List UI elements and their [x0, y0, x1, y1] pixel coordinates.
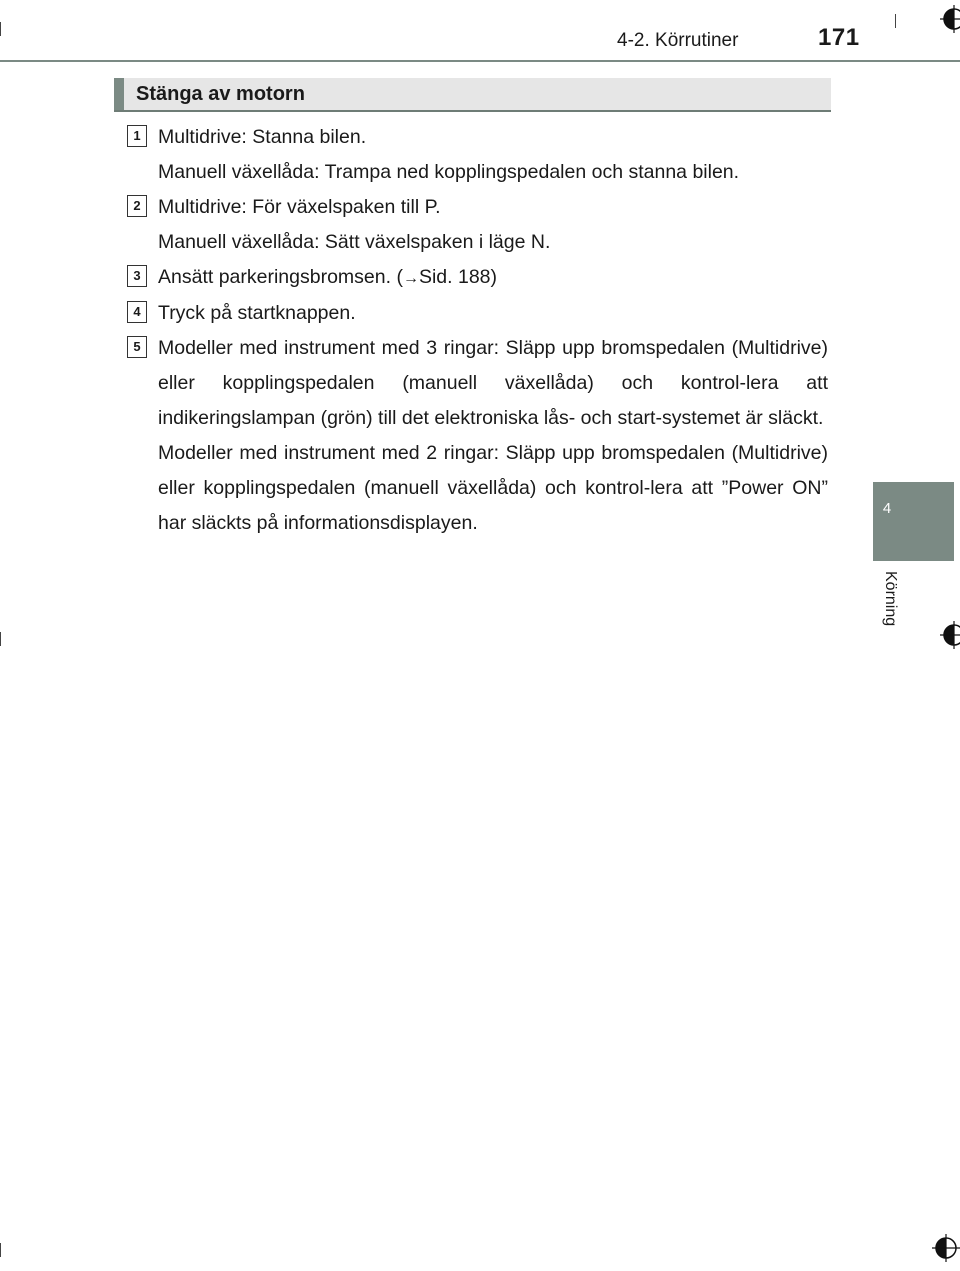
page-reference-link[interactable]: Sid. 188)	[418, 266, 498, 288]
section-heading-marker	[114, 78, 124, 110]
step-text: Multidrive: För växelspaken till P.	[158, 196, 441, 218]
step-text-before: Ansätt parkeringsbromsen. (	[158, 266, 403, 288]
step-item	[124, 120, 828, 190]
chapter-tab	[873, 482, 954, 561]
running-header: 4-2. Körrutiner	[617, 30, 739, 51]
section-heading	[114, 78, 831, 112]
step-item	[124, 260, 828, 296]
step-number-badge: 2	[127, 195, 147, 217]
crop-mark	[0, 1243, 1, 1257]
step-text	[158, 260, 828, 296]
step-item	[124, 331, 828, 541]
step-text: Manuell växellåda: Sätt växelspaken i läge N.	[158, 231, 551, 253]
crop-mark	[0, 22, 1, 36]
arrow-right-icon: →	[402, 270, 419, 287]
header-divider	[0, 60, 960, 62]
step-text: Modeller med instrument med 2 ringar: Släpp upp bromspedalen (Multidrive) eller kopplingspedalen (manuell växellåda) och kontrol-lera att ”Power ON” har släckts på informationsdisplayen.	[158, 442, 828, 534]
registration-mark-icon	[940, 621, 960, 649]
step-list	[124, 120, 828, 541]
step-number-badge: 1	[127, 125, 147, 147]
step-text: Tryck på startknappen.	[158, 302, 356, 324]
step-number-badge: 3	[127, 265, 147, 287]
step-text: Modeller med instrument med 3 ringar: Släpp upp bromspedalen (Multidrive) eller kopplingspedalen (manuell växellåda) och kontrol-lera att indikeringslampan (grön) till det elektroniska lås- och start-systemet är släckt.	[158, 337, 828, 429]
step-text: Multidrive: Stanna bilen.	[158, 126, 367, 148]
section-title: Stänga av motorn	[136, 83, 305, 105]
step-item	[124, 190, 828, 260]
crop-mark	[0, 632, 1, 646]
step-number-badge: 4	[127, 301, 147, 323]
step-text: Manuell växellåda: Trampa ned kopplingspedalen och stanna bilen.	[158, 161, 740, 183]
crop-mark	[895, 14, 896, 28]
step-number-badge: 5	[127, 336, 147, 358]
chapter-tab-number: 4	[882, 500, 892, 517]
page-number: 171	[818, 24, 860, 51]
registration-mark-icon	[940, 5, 960, 33]
chapter-tab-label: Körning	[882, 571, 899, 627]
registration-mark-icon	[932, 1234, 960, 1262]
step-item	[124, 296, 828, 331]
